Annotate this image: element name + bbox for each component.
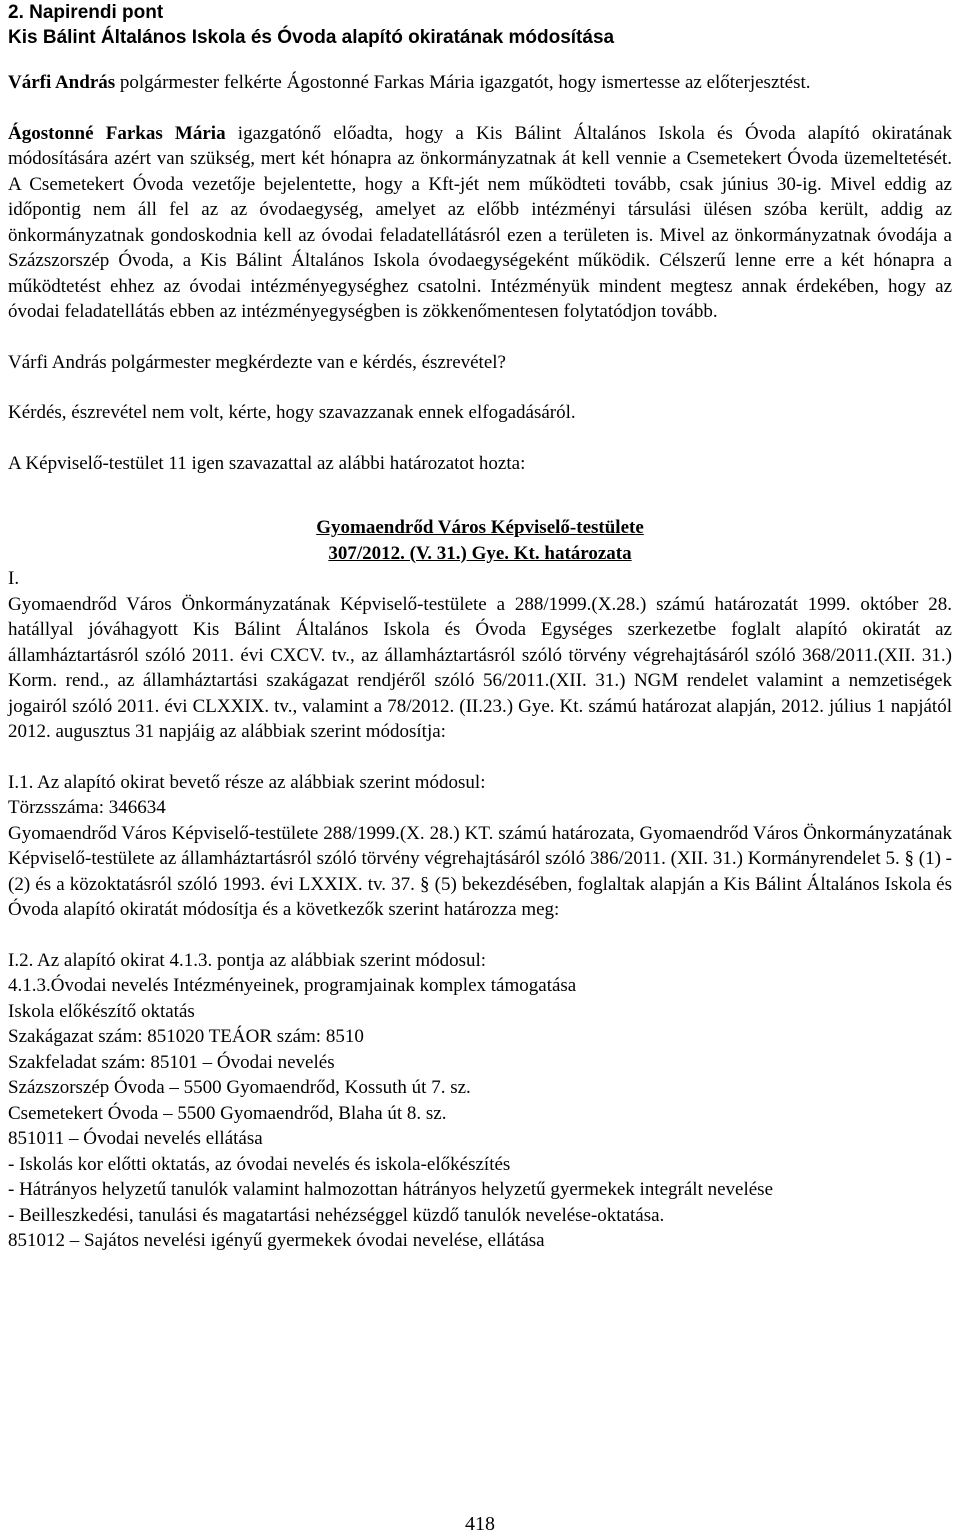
list-item: Szakágazat szám: 851020 TEÁOR szám: 8510 — [8, 1026, 364, 1047]
page-number: 418 — [465, 1513, 495, 1535]
intro-text: polgármester felkérte Ágostonné Farkas Mária igazgatót, hogy ismertesse az előterjesztést. — [115, 72, 811, 93]
list-item: - Beilleszkedési, tanulási és magatartási nehézséggel küzdő tanulók nevelése-oktatása. — [8, 1204, 665, 1226]
question-paragraph: Várfi András polgármester megkérdezte van e kérdés, észrevétel? — [8, 351, 506, 373]
amendment2-list — [8, 973, 952, 1254]
list-item: - Hátrányos helyzetű tanulók valamint halmozottan hátrányos helyzetű gyermekek integrált nevelése — [8, 1179, 774, 1200]
resolution-section-label: I. — [8, 568, 20, 589]
intro-paragraph — [8, 70, 952, 96]
vote-paragraph: A Képviselő-testület 11 igen szavazattal az alábbi határozatot hozta: — [8, 452, 526, 474]
agenda-title: Kis Bálint Általános Iskola és Óvoda alapító okiratának módosítása — [8, 27, 615, 48]
list-item: 851011 – Óvodai nevelés ellátása — [8, 1128, 263, 1149]
presentation-text: igazgatónő előadta, hogy a Kis Bálint Általános Iskola és Óvoda alapító okiratának módosítására azért van szükség, mert két hónapra az önkormányzatnak át kell vennie a Csemetekert Óvoda üzemeltetését. A Csemetekert Óvoda vezetője bejelentette, hogy a Kft-jét nem működteti tovább, csak június 30-ig. Mivel eddig az időpontig nem áll fel az az óvodaegység, amelyet az előbb intézményi társulási ülésen szóba került, addig az önkormányzatnak gondoskodnia kell az óvodai feladatellátásról ezen a területen is. Mivel az önkormányzatnak óvodája a Százszorszép Óvoda, a Kis Bálint Általános Iskola óvodaegységeként működik. Célszerű lenne erre a két hónapra a működtetést ehhez az óvodai intézményegységhez csatolni. Intézményük mindent megtesz annak érdekében, hogy az óvodai feladatellátás ebben az intézményegységben is zökkenőmentesen folytatódjon tovább. — [8, 122, 953, 322]
presentation-paragraph — [8, 121, 952, 325]
list-item: 4.1.3.Óvodai nevelés Intézményeinek, programjainak komplex támogatása — [8, 975, 577, 996]
list-item: - Iskolás kor előtti oktatás, az óvodai nevelés és iskola-előkészítés — [8, 1153, 511, 1175]
resolution-number: 307/2012. (V. 31.) Gye. Kt. határozata — [328, 542, 632, 564]
no-questions-paragraph: Kérdés, észrevétel nem volt, kérte, hogy szavazzanak ennek elfogadásáról. — [8, 402, 576, 423]
resolution-section-text: Gyomaendrőd Város Önkormányzatának Képviselő-testülete a 288/1999.(X.28.) számú határozatát 1999. október 28. hatállyal jóváhagyott Kis Bálint Általános Iskola és Óvoda Egységes szerkezetbe foglalt alapító okiratát az államháztartásról szóló 2011. évi CXCV. tv., az államháztartásról szóló törvény végrehajtásáról szóló 368/2011.(XII. 31.) Korm. rend., az államháztartási szakágazat rendjéről szóló 56/2011.(XII. 31.) NGM rendelet valamint a nemzetiségek jogairól szóló 2011. évi CLXXIX. tv., valamint a 78/2012. (II.23.) Gye. Kt. számú határozat alapján, 2012. július 1 napjától 2012. augusztus 31 napjáig az alábbiak szerint módosítja: — [8, 593, 952, 742]
presentation-speaker: Ágostonné Farkas Mária — [8, 122, 226, 144]
list-item: 851012 – Sajátos nevelési igényű gyermekek óvodai nevelése, ellátása — [8, 1230, 545, 1251]
amendment2-heading: I.2. Az alapító okirat 4.1.3. pontja az alábbiak szerint módosul: — [8, 949, 487, 971]
agenda-number: 2. Napirendi pont — [8, 2, 164, 23]
intro-speaker: Várfi András — [8, 72, 116, 93]
list-item: Csemetekert Óvoda – 5500 Gyomaendrőd, Blaha út 8. sz. — [8, 1102, 447, 1124]
list-item: Szakfeladat szám: 85101 – Óvodai nevelés — [8, 1051, 335, 1073]
amendment1-text: Gyomaendrőd Város Képviselő-testülete 288/1999.(X. 28.) KT. számú határozata, Gyomaendrőd Város Önkormányzatának Képviselő-testülete az államháztartásról szóló törvény végrehajtásáról szóló 386/2011. (XII. 31.) Kormányrendelet 5. § (1) - (2) és a közoktatásról szóló 1993. évi LXXIX. tv. 37. § (5) bekezdésében, foglaltak alapján a Kis Bálint Általános Iskola és Óvoda alapító okiratát módosítja és a következők szerint határozza meg: — [8, 822, 952, 920]
list-item: Százszorszép Óvoda – 5500 Gyomaendrőd, Kossuth út 7. sz. — [8, 1077, 471, 1098]
list-item: Iskola előkészítő oktatás — [8, 1000, 195, 1022]
amendment1-heading: I.1. Az alapító okirat bevető része az alábbiak szerint módosul: — [8, 771, 486, 793]
resolution-body: Gyomaendrőd Város Képviselő-testülete — [316, 517, 644, 538]
amendment1-registry: Törzsszáma: 346634 — [8, 797, 166, 818]
